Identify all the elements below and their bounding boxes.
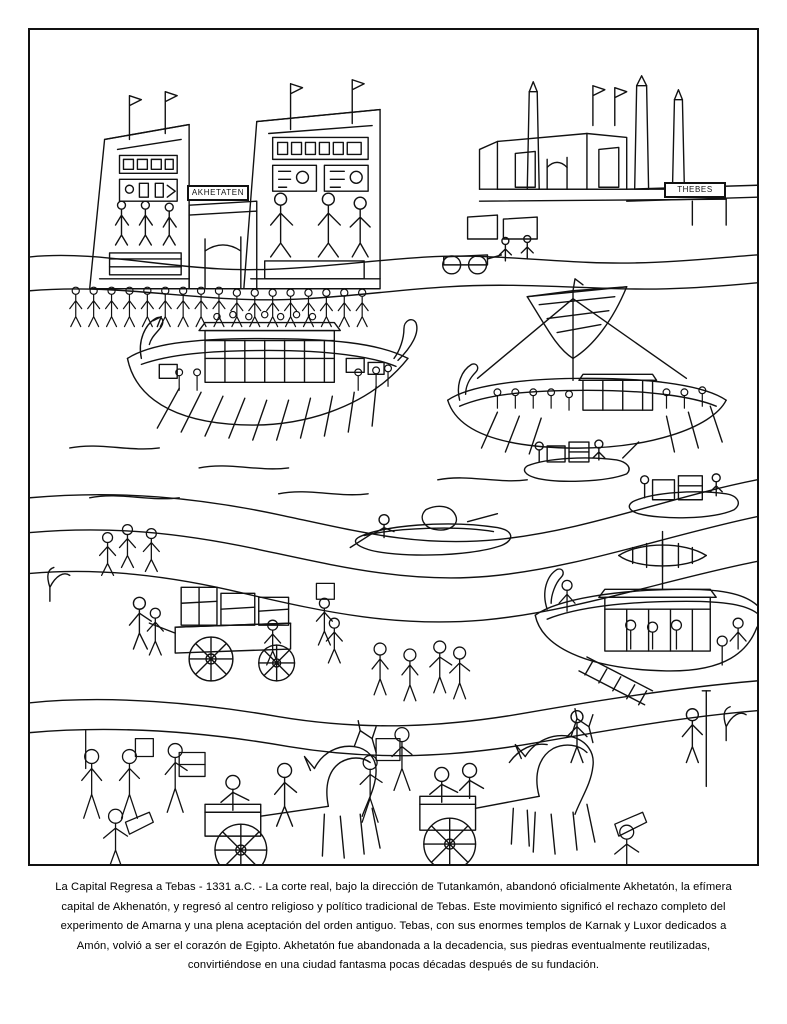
egypt-scene-illustration [30, 30, 757, 864]
illustration-frame [28, 28, 759, 866]
akhetaten-label: AKHETATEN [187, 185, 249, 201]
thebes-label: THEBES [664, 182, 726, 198]
caption-text: La Capital Regresa a Tebas - 1331 a.C. - La corte real, bajo la dirección de Tutankamón, abandonó oficialmente Akhetatón, la efímera capital de Akhenatón, y regresó al centro religioso y político tradicional de Tebas. Este movimiento significó el rechazo completo del experimento de Amarna y una plena aceptación del orden antiguo. Tebas, con sus enormes templos de Karnak y Luxor dedicados a Amón, volvió a ser el corazón de Egipto. Akhetatón fue abandonada a la decadencia, sus piedras eventualmente reutilizadas, convirtiéndose en una ciudad fantasma pocas décadas después de su fundación. [55, 881, 732, 972]
